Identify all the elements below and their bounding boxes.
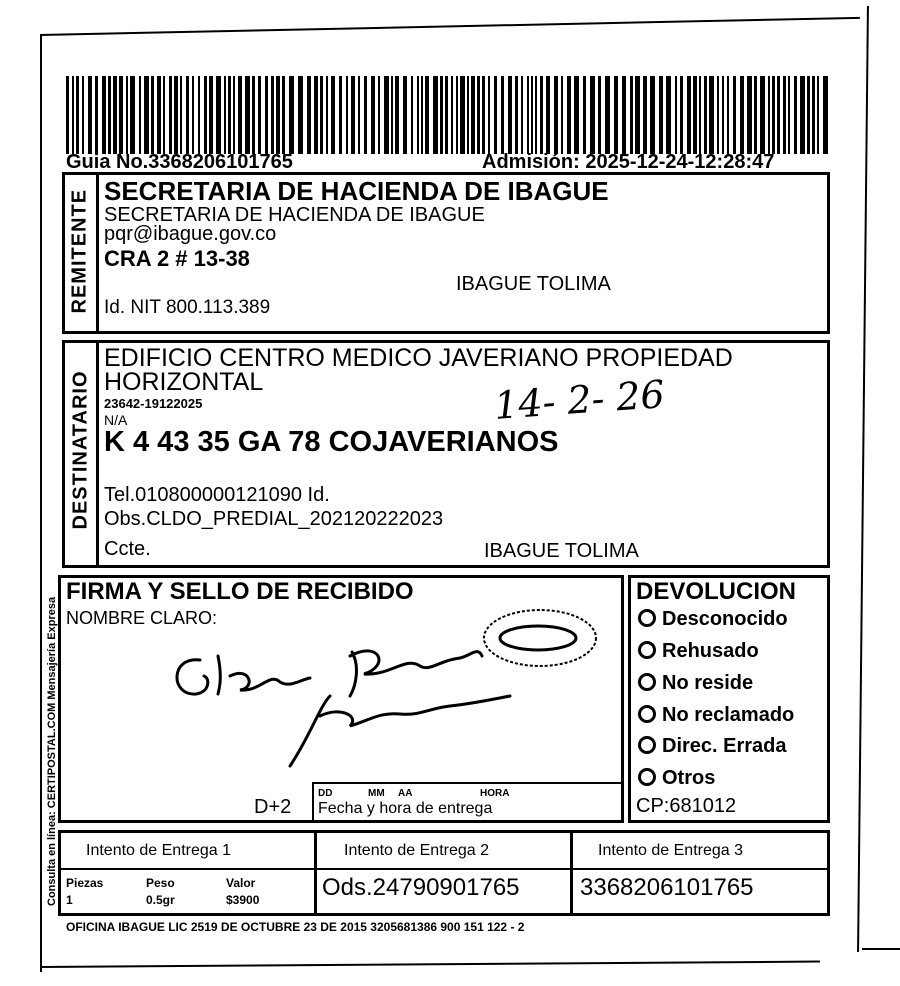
fecha-col-aa: AA [398,788,413,799]
remitente-email: pqr@ibague.gov.co [104,223,277,245]
devolucion-option-rehusado[interactable]: Rehusado [638,640,759,663]
piezas-value: 1 [66,893,73,907]
intentos-vline-1 [314,832,317,914]
signature-scribble [160,596,620,776]
guia-number: Guia No.3368206101765 [66,151,293,173]
radio-icon [638,673,656,691]
fecha-col-mm: MM [368,788,385,799]
remitente-name: SECRETARIA DE HACIENDA DE IBAGUE [104,176,609,206]
destinatario-city: IBAGUE TOLIMA [484,540,639,562]
handwritten-date: 14- 2- 26 [492,372,667,428]
destinatario-obs: Obs.CLDO_PREDIAL_202120222023 [104,508,444,530]
destinatario-address: K 4 43 35 GA 78 COJAVERIANOS [104,426,559,458]
remitente-divider [96,174,99,332]
fecha-col-hora: HORA [480,788,510,799]
paper-edge-right [857,6,869,952]
firma-title: FIRMA Y SELLO DE RECIBIDO [66,578,414,605]
destinatario-ref: 23642-19122025 [104,396,203,411]
fecha-col-dd: DD [318,788,333,799]
intentos-vline-2 [570,832,573,914]
paper-edge-top [40,17,860,36]
remitente-address: CRA 2 # 13-38 [104,246,250,271]
intento-2: Intento de Entrega 2 [344,842,489,859]
valor-value: $3900 [226,893,260,907]
devolucion-option-no-reside[interactable]: No reside [638,672,753,695]
devolucion-option-no-reclamado[interactable]: No reclamado [638,704,794,727]
side-url-text: Consulta en línea: CERTIPOSTAL.COM Mensajería Expresa [46,596,58,906]
devolucion-option-otros[interactable]: Otros [638,767,715,790]
paper-edge-bottom [40,961,820,968]
remitente-city: IBAGUE TOLIMA [456,273,611,295]
peso-label: Peso [146,876,175,890]
destinatario-divider [96,342,99,566]
ods-number: Ods.24790901765 [322,874,520,901]
devolucion-title: DEVOLUCION [636,578,797,605]
devolucion-cp: CP:681012 [636,795,737,817]
footer-office: OFICINA IBAGUE LIC 2519 DE OCTUBRE 23 DE 2015 3205681386 900 151 122 - 2 [66,920,525,934]
paper-edge-left [40,36,42,972]
admision-date: Admisión: 2025-12-24-12:28:47 [482,151,775,173]
remitente-nit: Id. NIT 800.113.389 [104,297,271,318]
radio-icon [638,609,656,627]
intentos-hline [58,868,830,870]
d-plus-label: D+2 [254,796,292,818]
radio-icon [638,705,656,723]
barcode [66,76,830,154]
destinatario-name-line2: HORIZONTAL [104,368,264,396]
destinatario-tel: Tel.010800000121090 Id. [104,484,330,506]
remitente-name-sub: SECRETARIA DE HACIENDA DE IBAGUE [104,204,485,226]
radio-icon [638,736,656,754]
fecha-label: Fecha y hora de entrega [318,800,493,817]
devolucion-option-direc-errada[interactable]: Direc. Errada [638,735,787,758]
intento-3: Intento de Entrega 3 [598,842,743,859]
destinatario-label: DESTINATARIO [69,370,92,530]
piezas-label: Piezas [66,876,104,890]
peso-value: 0.5gr [146,893,175,907]
radio-icon [638,641,656,659]
valor-label: Valor [226,876,256,890]
destinatario-na: N/A [104,412,128,428]
destinatario-name-line1: EDIFICIO CENTRO MEDICO JAVERIANO PROPIEDAD [104,344,733,372]
destinatario-ccte: Ccte. [104,538,151,560]
intento-1: Intento de Entrega 1 [86,842,231,859]
devolucion-option-desconocido[interactable]: Desconocido [638,608,788,631]
guia-number-bottom: 3368206101765 [580,874,754,901]
radio-icon [638,768,656,786]
remitente-label: REMITENTE [68,188,91,314]
paper-edge-corner-right [862,948,900,950]
nombre-claro-label: NOMBRE CLARO: [66,608,218,628]
